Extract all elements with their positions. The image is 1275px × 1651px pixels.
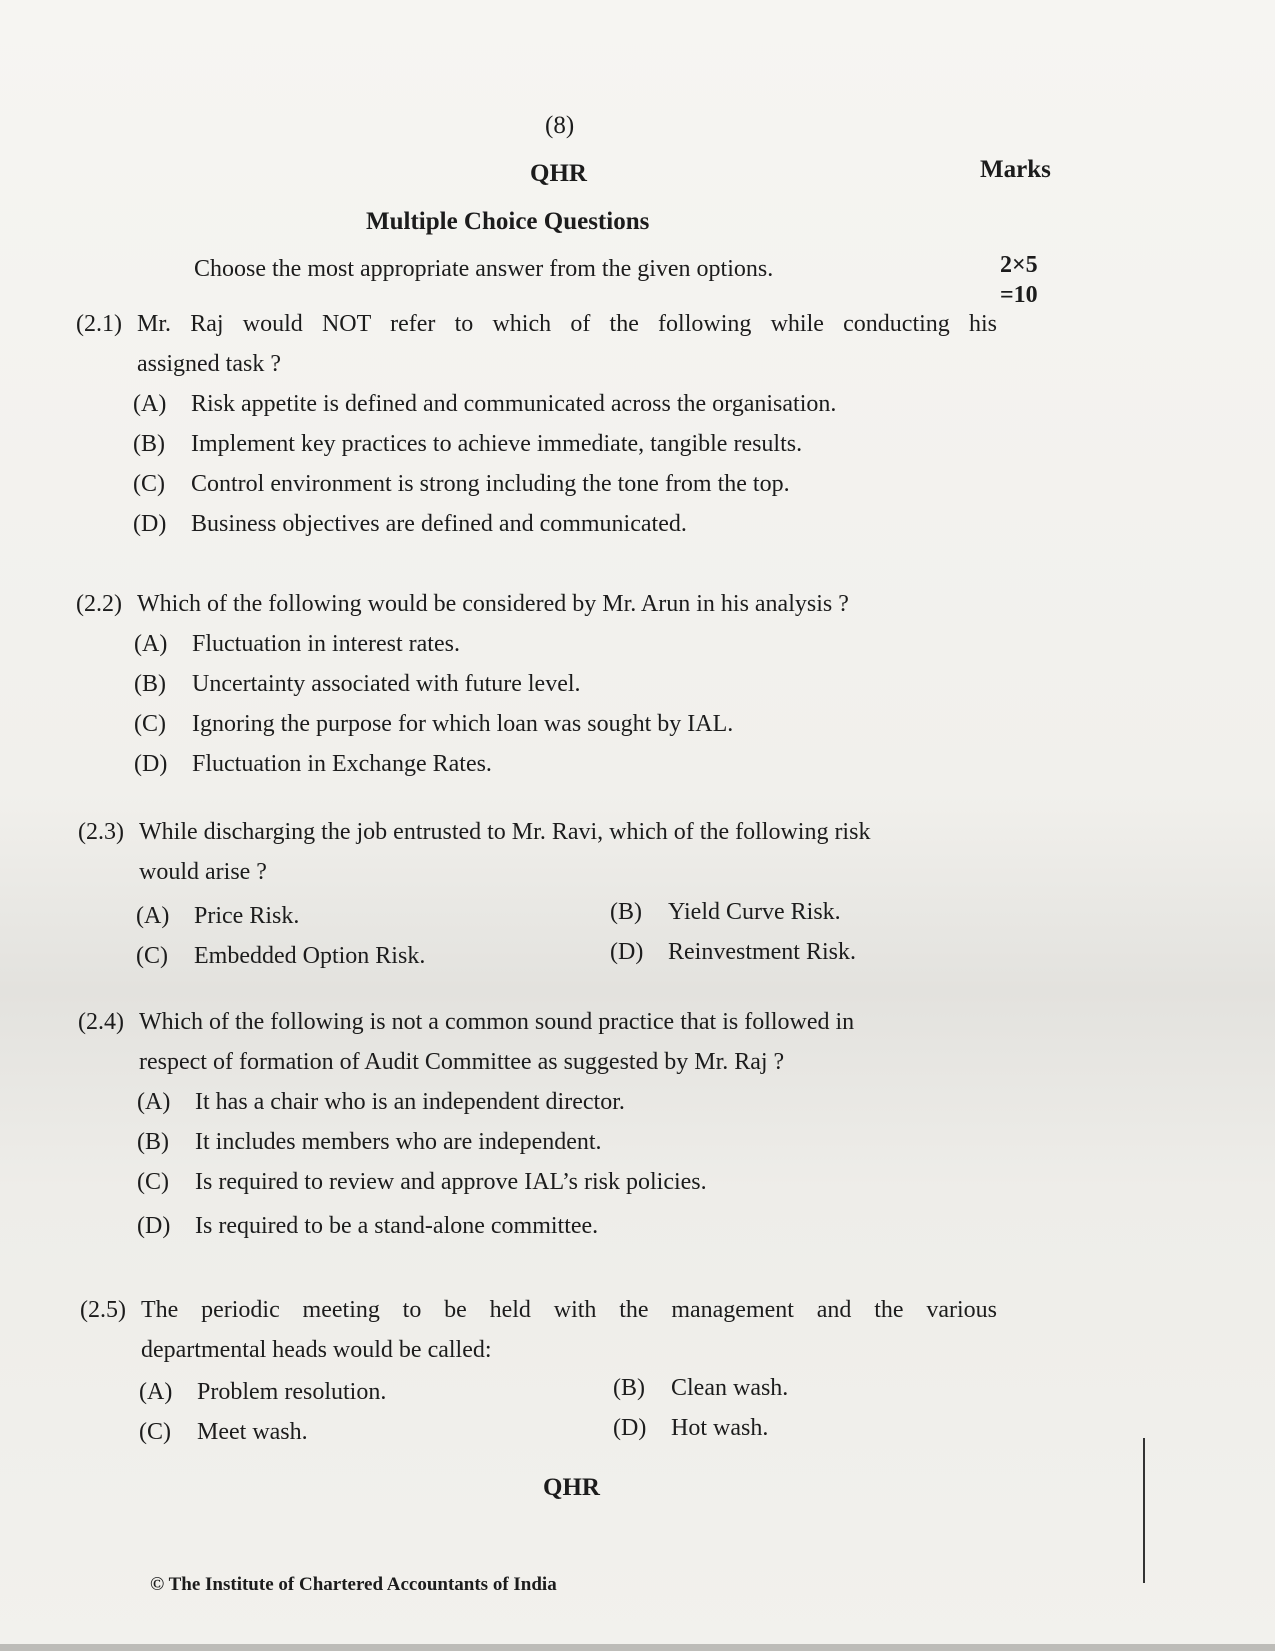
- option-2-2-b: [134, 664, 581, 704]
- question-number: (2.1): [76, 311, 122, 337]
- option-label: (B): [134, 671, 166, 697]
- option-label: (C): [136, 943, 168, 969]
- margin-rule: [1143, 1438, 1145, 1583]
- option-label: (B): [610, 899, 642, 925]
- question-text-line1: The periodic meeting to be held with the management and the various: [141, 1297, 997, 1323]
- option-text: Fluctuation in Exchange Rates.: [192, 751, 492, 777]
- question-number: (2.4): [78, 1009, 124, 1035]
- option-2-5-a: [139, 1372, 386, 1412]
- option-label: (D): [137, 1213, 171, 1239]
- option-2-3-a: [136, 896, 299, 936]
- option-text: Fluctuation in interest rates.: [192, 631, 460, 657]
- option-2-5-d: [613, 1408, 768, 1448]
- option-2-5-b: [613, 1368, 788, 1408]
- option-text: Yield Curve Risk.: [668, 899, 841, 925]
- option-label: (C): [133, 471, 165, 497]
- option-text: It has a chair who is an independent director.: [195, 1089, 625, 1115]
- option-text: Hot wash.: [671, 1415, 769, 1441]
- option-label: (D): [133, 511, 167, 537]
- section-title: Multiple Choice Questions: [366, 208, 650, 235]
- copyright-notice: © The Institute of Chartered Accountants of India: [150, 1574, 557, 1595]
- option-label: (A): [136, 903, 170, 929]
- question-number: (2.3): [78, 819, 124, 845]
- option-text: It includes members who are independent.: [195, 1129, 602, 1155]
- option-label: (B): [133, 431, 165, 457]
- option-text: Risk appetite is defined and communicated across the organisation.: [191, 391, 837, 417]
- question-text-line2: would arise ?: [139, 859, 267, 885]
- page-number: (8): [545, 112, 575, 139]
- option-label: (D): [610, 939, 644, 965]
- question-text-line2: respect of formation of Audit Committee as suggested by Mr. Raj ?: [139, 1049, 785, 1075]
- option-label: (A): [134, 631, 168, 657]
- paper-code-footer: QHR: [543, 1474, 600, 1501]
- option-text: Implement key practices to achieve immediate, tangible results.: [191, 431, 803, 457]
- option-2-1-a: [133, 384, 836, 424]
- option-2-4-d: [137, 1206, 598, 1246]
- question-text-line2: assigned task ?: [137, 351, 281, 377]
- option-text: Control environment is strong including the tone from the top.: [191, 471, 790, 497]
- option-2-1-d: [133, 504, 687, 544]
- question-text-line1: Which of the following would be considered by Mr. Arun in his analysis ?: [137, 591, 849, 617]
- option-text: Uncertainty associated with future level.: [192, 671, 581, 697]
- question-text-line1: Which of the following is not a common sound practice that is followed in: [139, 1009, 855, 1035]
- question-text-line1: While discharging the job entrusted to Mr. Ravi, which of the following risk: [139, 819, 871, 845]
- instruction-text: Choose the most appropriate answer from the given options.: [194, 256, 774, 282]
- option-2-2-c: [134, 704, 733, 744]
- option-text: Is required to review and approve IAL’s risk policies.: [195, 1169, 707, 1195]
- question-text-line1: Mr. Raj would NOT refer to which of the following while conducting his: [137, 311, 997, 337]
- option-2-4-c: [137, 1162, 707, 1202]
- option-label: (B): [613, 1375, 645, 1401]
- option-text: Embedded Option Risk.: [194, 943, 426, 969]
- paper-code-header: QHR: [530, 160, 587, 187]
- option-2-3-c: [136, 936, 425, 976]
- option-text: Clean wash.: [671, 1375, 789, 1401]
- option-text: Problem resolution.: [197, 1379, 387, 1405]
- option-label: (A): [133, 391, 167, 417]
- scan-edge: [0, 1644, 1275, 1651]
- option-2-1-c: [133, 464, 790, 504]
- marks-column-label: Marks: [980, 156, 1051, 183]
- option-2-5-c: [139, 1412, 308, 1452]
- option-2-2-d: [134, 744, 492, 784]
- option-2-4-a: [137, 1082, 625, 1122]
- option-label: (A): [137, 1089, 171, 1115]
- question-number: (2.5): [80, 1297, 126, 1323]
- option-label: (D): [134, 751, 168, 777]
- option-2-2-a: [134, 624, 460, 664]
- option-text: Is required to be a stand-alone committee.: [195, 1213, 599, 1239]
- option-text: Price Risk.: [194, 903, 300, 929]
- option-2-3-d: [610, 932, 856, 972]
- option-label: (B): [137, 1129, 169, 1155]
- option-2-1-b: [133, 424, 802, 464]
- option-label: (A): [139, 1379, 173, 1405]
- option-label: (D): [613, 1415, 647, 1441]
- option-label: (C): [137, 1169, 169, 1195]
- option-text: Reinvestment Risk.: [668, 939, 856, 965]
- option-text: Ignoring the purpose for which loan was sought by IAL.: [192, 711, 734, 737]
- option-2-4-b: [137, 1122, 602, 1162]
- option-2-3-b: [610, 892, 841, 932]
- option-label: (C): [139, 1419, 171, 1445]
- option-label: (C): [134, 711, 166, 737]
- option-text: Meet wash.: [197, 1419, 308, 1445]
- marks-value-line2: =10: [1000, 282, 1038, 308]
- question-text-line2: departmental heads would be called:: [141, 1337, 492, 1363]
- option-text: Business objectives are defined and communicated.: [191, 511, 687, 537]
- question-number: (2.2): [76, 591, 122, 617]
- marks-value-line1: 2×5: [1000, 252, 1038, 278]
